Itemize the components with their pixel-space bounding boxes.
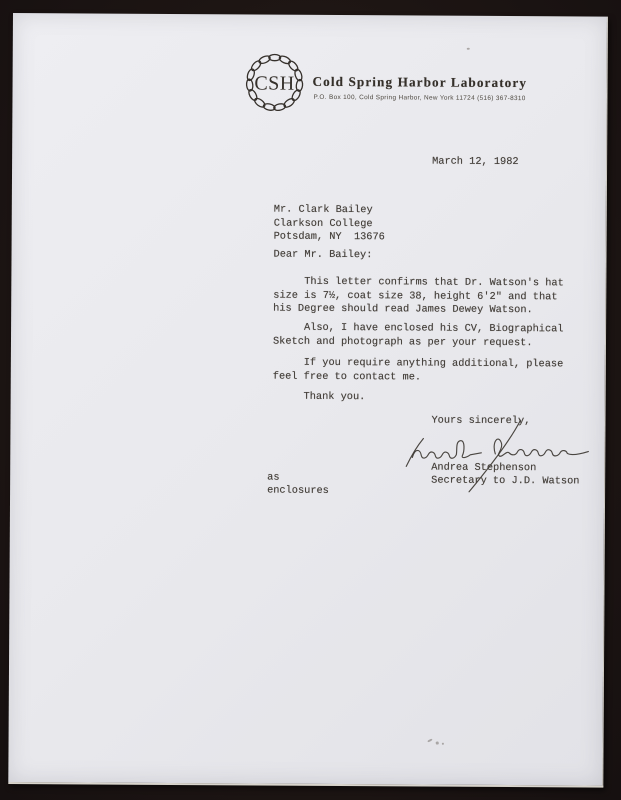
typist-initials: as — [267, 471, 280, 484]
closing-phrase: Yours sincerely, — [431, 414, 531, 428]
recipient-address: Mr. Clark Bailey Clarkson College Potsdam, NY 13676 — [273, 203, 385, 244]
handwritten-signature — [392, 411, 605, 504]
body-paragraph-3: If you require anything additional, please feel free to contact me. — [272, 356, 564, 384]
signer-name: Andrea Stephenson — [431, 461, 537, 475]
salutation: Dear Mr. Bailey: — [273, 248, 373, 262]
letter-date: March 12, 1982 — [432, 155, 519, 169]
organization-address: P.O. Box 100, Cold Spring Harbor, New York 11724 (516) 367-8310 — [313, 93, 526, 103]
signature-first-name-scrawl — [412, 440, 481, 458]
letter-page — [8, 13, 608, 788]
logo-text: CSH — [254, 72, 295, 95]
csh-dna-ring-logo — [242, 50, 306, 114]
organization-name: Cold Spring Harbor Laboratory — [312, 73, 528, 91]
enclosure-note: enclosures — [267, 484, 329, 497]
body-paragraph-1: This letter confirms that Dr. Watson's hat size is 7½, coat size 38, height 6'2" and that his Degree should read James Dewey Watson. — [273, 275, 564, 317]
signature-last-name-scrawl — [494, 439, 588, 457]
paper-speck — [467, 48, 470, 50]
signer-title: Secretary to J.D. Watson — [431, 474, 580, 488]
body-paragraph-2: Also, I have enclosed his CV, Biographical Sketch and photograph as per your request. — [272, 321, 564, 349]
pencil-mark — [425, 736, 448, 747]
body-paragraph-4: Thank you. — [272, 390, 366, 404]
